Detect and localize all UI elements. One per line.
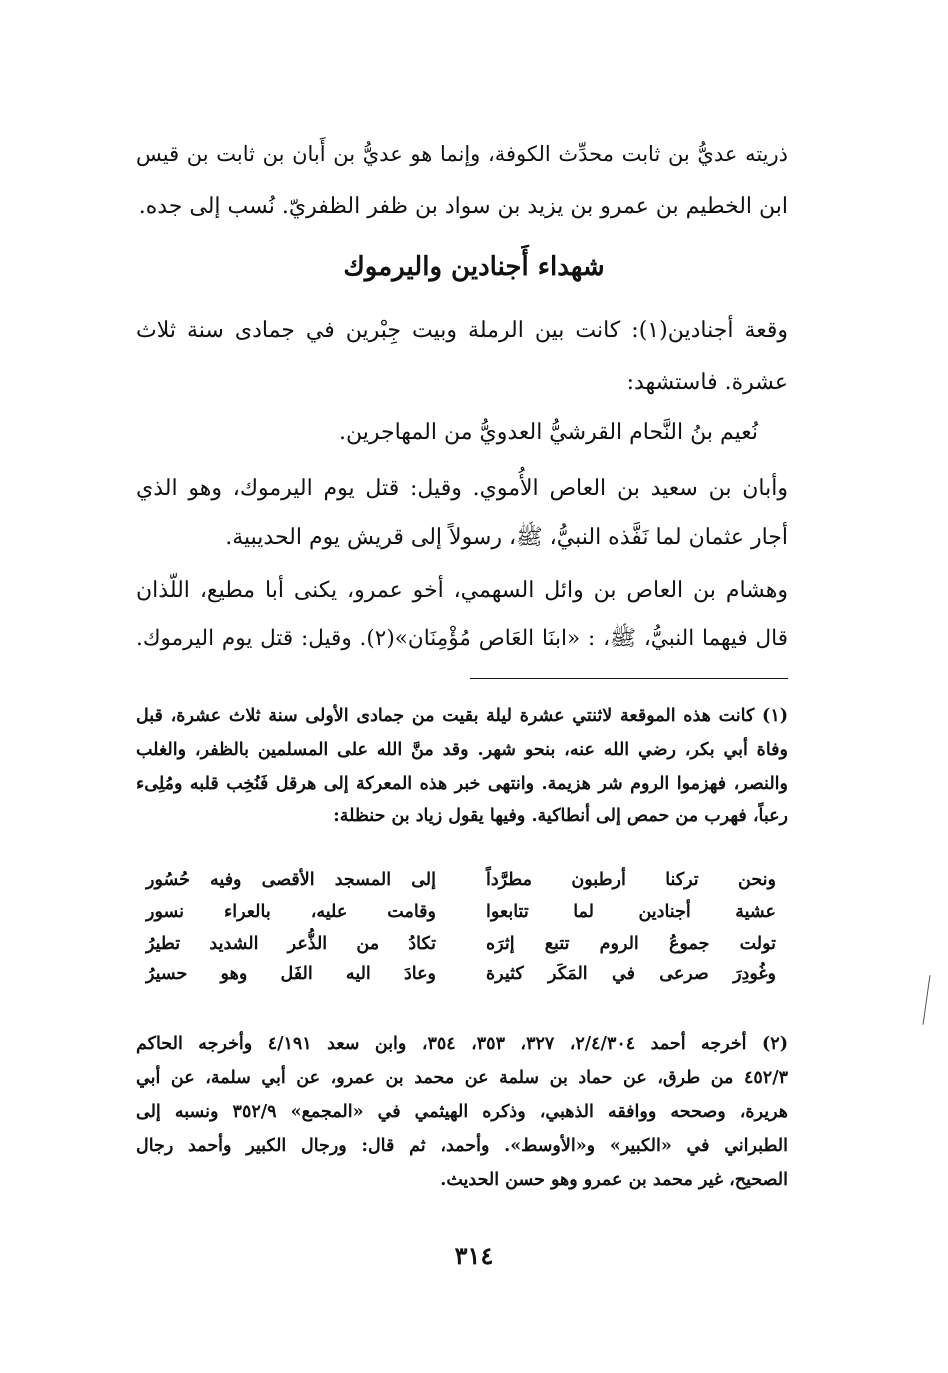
main-text-line: وقعة أجنادين(١): كانت بين الرملة وبيت جِبْرين في جمادى سنة ثلاث <box>136 318 788 343</box>
footnote-line: والنصر، فهزموا الروم شر هزيمة. وانتهى خبر هذه المعركة إلى هرقل فَنُخِب قلبه ومُلِىء <box>136 774 788 794</box>
poem-verse-first: تولت جموعُ الروم تتبع إثرَه <box>486 934 776 954</box>
main-text-line: نُعيم بنُ النَّحام القرشيُّ العدويُّ من المهاجرين. <box>338 420 758 445</box>
page-number: ٣١٤ <box>454 1241 494 1270</box>
main-text-line: قال فيهما النبيُّ، ﷺ، : «ابنَا العَاص مُؤْمِنَان»(٢). وقيل: قتل يوم اليرموك. <box>136 626 788 651</box>
main-text-line: وأبان بن سعيد بن العاص الأُموي. وقيل: قتل يوم اليرموك، وهو الذي <box>136 476 788 501</box>
footnote-line: (١) كانت هذه الموقعة لاثنتي عشرة ليلة بقيت من جمادى الأولى سنة ثلاث عشرة، قبل <box>136 706 788 726</box>
footnote-line: وفاة أبي بكر، رضي الله عنه، بنحو شهر. وقد منَّ الله على المسلمين بالظفر، والغلب <box>136 740 788 760</box>
footnote-line: ٤٥٢/٣ من طرق، عن حماد بن سلمة عن محمد بن عمرو، عن أبي سلمة، عن أبي <box>136 1068 788 1088</box>
footnote-separator <box>470 678 788 679</box>
poem-verse-first: وغُودِرَ صرعى في المَكَر كثيرة <box>486 964 776 984</box>
main-text-line: أجار عثمان لما نَفَّذه النبيُّ، ﷺ، رسولاً إلى قريش يوم الحديبية. <box>225 525 788 550</box>
footnote-line: الصحيح، غير محمد بن عمرو وهو حسن الحديث. <box>440 1170 788 1190</box>
main-text-line: ذريته عديُّ بن ثابت محدِّث الكوفة، وإنما هو عديُّ بن أَبان بن ثابت بن قيس <box>136 142 788 166</box>
poem-verse-second: إلى المسجد الأقصى وفيه حُسُور <box>146 870 436 890</box>
poem-verse-first: ونحن تركنا أرطبون مطرَّداً <box>486 870 776 890</box>
poem-verse-first: عشية أجنادين لما تتابعوا <box>486 902 776 922</box>
main-text-line: وهشام بن العاص بن وائل السهمي، أخو عمرو، يكنى أبا مطيع، اللّذان <box>136 578 788 603</box>
footnote-line: هريرة، وصححه ووافقه الذهبي، وذكره الهيثمي في «المجمع» ٣٥٢/٩ ونسبه إلى <box>136 1102 788 1122</box>
section-heading: شهداء أَجنادين واليرموك <box>343 252 605 282</box>
poem-verse-second: وعادَ اليه الفَل وهو حسيرُ <box>146 964 436 984</box>
margin-mark <box>923 975 931 1025</box>
poem-verse-second: تكادُ من الذُّعر الشديد تطيرُ <box>146 934 436 954</box>
footnote-line: رعباً، فهرب من حمص إلى أنطاكية. وفيها يقول زياد بن حنظلة: <box>333 806 788 826</box>
footnote-line: (٢) أخرجه أحمد ٢/٤/٣٠٤، ٣٢٧، ٣٥٣، ٣٥٤، وابن سعد ٤/١٩١ وأخرجه الحاكم <box>136 1034 788 1054</box>
main-text-line: عشرة. فاستشهد: <box>626 370 788 395</box>
poem-verse-second: وقامت عليه، بالعراء نسور <box>146 902 436 922</box>
footnote-line: الطبراني في «الكبير» و«الأوسط». وأحمد، ثم قال: ورجال الكبير وأحمد رجال <box>136 1136 788 1156</box>
main-text-line: ابن الخطيم بن عمرو بن يزيد بن سواد بن ظفر الظفريّ. نُسب إلى جده. <box>138 194 788 219</box>
